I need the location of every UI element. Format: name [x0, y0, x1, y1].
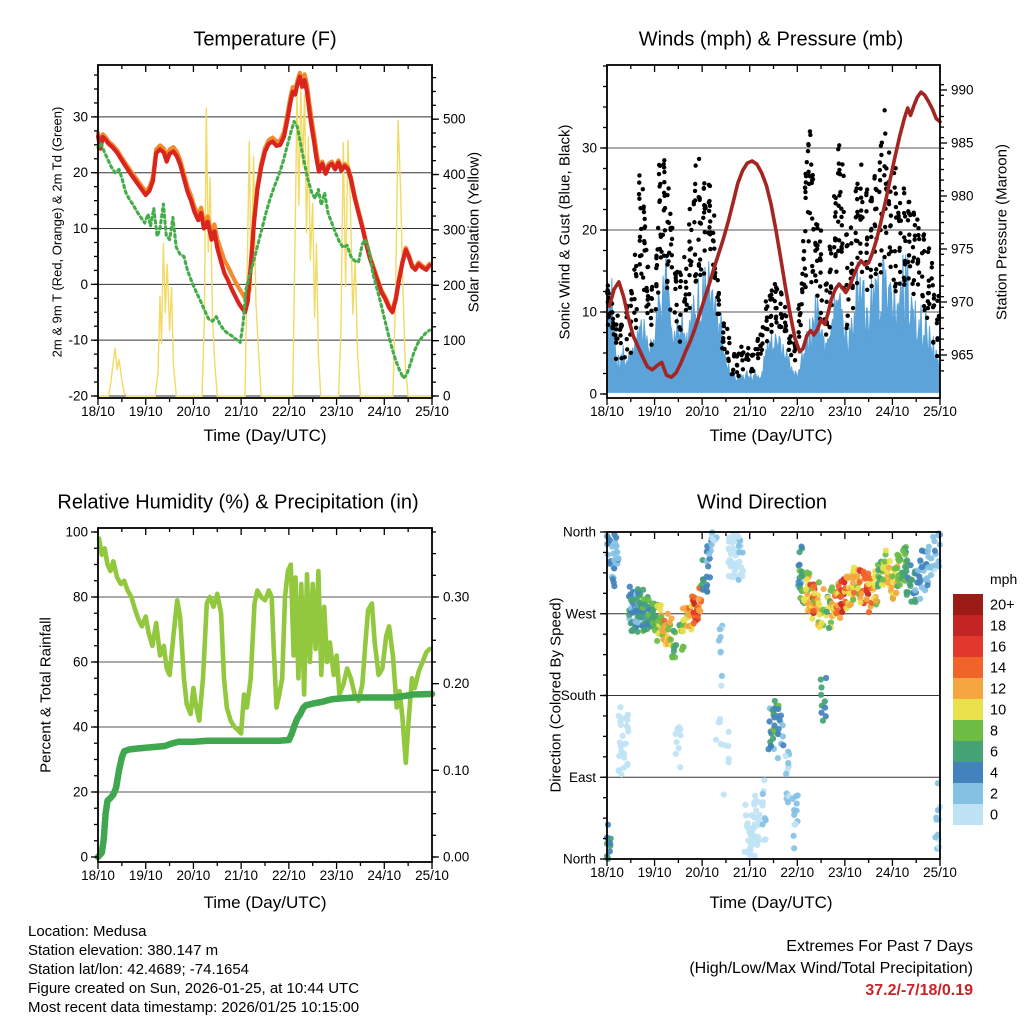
svg-text:23/10: 23/10 — [319, 868, 354, 883]
svg-text:24/10: 24/10 — [875, 865, 910, 880]
x-axis-label-wind-direction: Time (Day/UTC) — [709, 893, 833, 912]
svg-text:12: 12 — [990, 681, 1007, 698]
svg-text:18/10: 18/10 — [590, 865, 624, 880]
extremes-block — [689, 936, 973, 1002]
svg-text:0: 0 — [589, 386, 597, 402]
svg-text:0.30: 0.30 — [443, 589, 470, 605]
y-axis-label-direction-left: Direction (Colored By Speed) — [547, 597, 565, 793]
station-latlon: Station lat/lon: 42.4689; -74.1654 — [28, 961, 250, 978]
svg-text:20/10: 20/10 — [176, 404, 211, 419]
svg-text:North: North — [562, 851, 596, 867]
svg-text:14: 14 — [990, 660, 1007, 677]
svg-text:985: 985 — [951, 135, 974, 151]
extremes-title: Extremes For Past 7 Days — [786, 938, 973, 955]
svg-text:20+: 20+ — [990, 597, 1015, 614]
svg-text:0.20: 0.20 — [443, 676, 470, 692]
svg-text:970: 970 — [951, 294, 974, 310]
svg-text:300: 300 — [443, 222, 466, 238]
svg-text:20/10: 20/10 — [176, 868, 211, 883]
svg-text:0: 0 — [443, 388, 451, 404]
svg-text:2: 2 — [990, 786, 999, 803]
svg-text:10: 10 — [581, 304, 597, 320]
x-axis-label-winds: Time (Day/UTC) — [709, 426, 833, 445]
svg-text:19/10: 19/10 — [128, 404, 163, 419]
extremes-subtitle: (High/Low/Max Wind/Total Precipitation) — [689, 960, 973, 977]
svg-text:980: 980 — [951, 188, 974, 204]
svg-text:4: 4 — [990, 765, 999, 782]
chart-title-winds-pressure: Winds (mph) & Pressure (mb) — [638, 28, 904, 51]
svg-text:24/10: 24/10 — [367, 404, 402, 419]
svg-text:22/10: 22/10 — [271, 868, 306, 883]
svg-text:80: 80 — [72, 589, 88, 605]
svg-text:975: 975 — [951, 241, 974, 257]
svg-text:21/10: 21/10 — [224, 404, 259, 419]
legend-title-mph: mph — [990, 571, 1018, 587]
svg-text:25/10: 25/10 — [415, 868, 449, 883]
station-info — [28, 922, 359, 1017]
svg-text:30: 30 — [581, 140, 597, 156]
svg-text:22/10: 22/10 — [271, 404, 306, 419]
svg-text:16: 16 — [990, 639, 1007, 656]
svg-text:22/10: 22/10 — [780, 404, 815, 419]
recent-data-timestamp: Most recent data timestamp: 2026/01/25 10:15:00 — [28, 999, 360, 1016]
svg-text:6: 6 — [990, 744, 999, 761]
chart-title-humidity-precip: Relative Humidity (%) & Precipitation (in) — [57, 491, 419, 514]
svg-text:18: 18 — [990, 618, 1007, 635]
svg-text:18/10: 18/10 — [81, 404, 115, 419]
x-axis-label-humidity: Time (Day/UTC) — [203, 893, 327, 912]
y-axis-label-wind-left: Sonic Wind & Gust (Blue, Black) — [556, 124, 574, 340]
svg-text:10: 10 — [990, 702, 1007, 719]
x-axis-label-temperature: Time (Day/UTC) — [203, 426, 327, 445]
svg-text:21/10: 21/10 — [224, 868, 259, 883]
y-axis-label-percent-left: Percent & Total Rainfall — [37, 617, 55, 773]
chart-title-wind-direction: Wind Direction — [696, 491, 828, 514]
station-elevation: Station elevation: 380.147 m — [28, 942, 219, 959]
svg-text:0.10: 0.10 — [443, 762, 470, 778]
svg-text:40: 40 — [72, 719, 88, 735]
svg-text:8: 8 — [990, 723, 999, 740]
svg-text:30: 30 — [72, 109, 88, 125]
svg-text:23/10: 23/10 — [827, 404, 862, 419]
station-location: Location: Medusa — [28, 923, 147, 940]
svg-text:19/10: 19/10 — [637, 404, 672, 419]
y-axis-label-solar-right: Solar Insolation (Yellow) — [465, 151, 483, 313]
svg-text:21/10: 21/10 — [732, 865, 767, 880]
svg-text:500: 500 — [443, 111, 466, 127]
svg-text:20: 20 — [581, 222, 597, 238]
svg-text:-20: -20 — [68, 388, 88, 404]
figure-created-timestamp: Figure created on Sun, 2026-01-25, at 10:44 UTC — [28, 980, 360, 997]
svg-text:100: 100 — [443, 333, 466, 349]
extremes-values: 37.2/-7/18/0.19 — [865, 982, 973, 999]
svg-text:-10: -10 — [68, 332, 88, 348]
y-axis-label-pressure-right: Station Pressure (Maroon) — [993, 144, 1011, 320]
svg-text:19/10: 19/10 — [637, 865, 672, 880]
svg-text:18/10: 18/10 — [81, 868, 115, 883]
svg-text:23/10: 23/10 — [827, 865, 862, 880]
y-axis-label-temp-left: 2m & 9m T (Red, Orange) & 2m Td (Green) — [49, 106, 65, 358]
svg-text:20/10: 20/10 — [685, 404, 720, 419]
svg-text:60: 60 — [72, 654, 88, 670]
svg-text:18/10: 18/10 — [590, 404, 624, 419]
svg-text:25/10: 25/10 — [415, 404, 449, 419]
svg-text:0.00: 0.00 — [443, 849, 470, 865]
svg-text:25/10: 25/10 — [923, 404, 957, 419]
svg-text:990: 990 — [951, 82, 974, 98]
svg-text:200: 200 — [443, 277, 466, 293]
svg-text:21/10: 21/10 — [732, 404, 767, 419]
svg-text:400: 400 — [443, 167, 466, 183]
svg-text:25/10: 25/10 — [923, 865, 957, 880]
svg-text:South: South — [560, 688, 596, 703]
svg-text:10: 10 — [72, 221, 88, 237]
svg-text:100: 100 — [65, 524, 88, 540]
svg-text:0: 0 — [80, 276, 88, 292]
chart-title-temperature: Temperature (F) — [193, 28, 337, 51]
svg-text:0: 0 — [80, 849, 88, 865]
svg-text:22/10: 22/10 — [780, 865, 815, 880]
svg-text:23/10: 23/10 — [319, 404, 354, 419]
svg-text:19/10: 19/10 — [128, 868, 163, 883]
svg-text:West: West — [565, 606, 596, 622]
svg-text:North: North — [562, 524, 596, 540]
svg-text:20/10: 20/10 — [685, 865, 720, 880]
svg-text:East: East — [568, 769, 596, 785]
svg-text:20: 20 — [72, 784, 88, 800]
svg-text:965: 965 — [951, 347, 974, 363]
svg-text:20: 20 — [72, 165, 88, 181]
svg-text:24/10: 24/10 — [367, 868, 402, 883]
svg-text:24/10: 24/10 — [875, 404, 910, 419]
svg-text:0: 0 — [990, 807, 999, 824]
